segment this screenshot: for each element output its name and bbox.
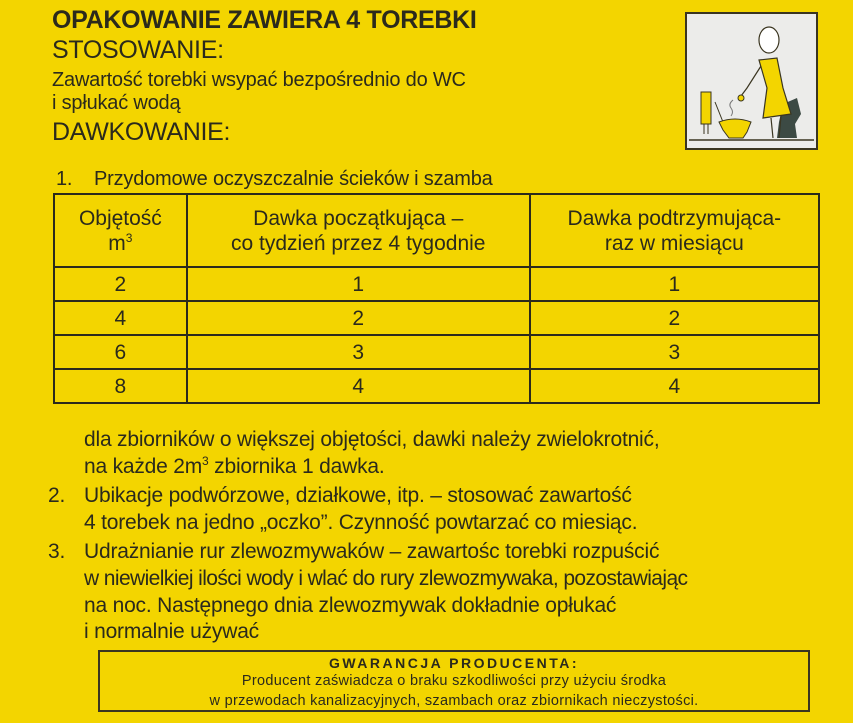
table-row (54, 301, 819, 335)
section-3-line-1: 3. Udrażnianie rur zlewozmywaków – zawartośc torebki rozpuścić (48, 540, 660, 563)
package-contents-title: OPAKOWANIE ZAWIERA 4 TOREBKI (52, 6, 477, 34)
maintenance-dose-cell: 2 (530, 301, 819, 335)
section-3-number: 3. (48, 540, 66, 563)
usage-line-2: i spłukać wodą (52, 92, 181, 114)
guarantee-line-2: w przewodach kanalizacyjnych, szambach oraz zbiornikach nieczystości. (209, 693, 699, 709)
manufacturer-guarantee-box (98, 650, 810, 712)
guarantee-heading: GWARANCJA PRODUCENTA: (328, 655, 580, 671)
dosage-heading: DAWKOWANIE: (52, 118, 231, 146)
volume-cell: 6 (54, 335, 187, 369)
volume-cell: 4 (54, 301, 187, 335)
section-1-number: 1. (56, 168, 73, 190)
section-1-heading (56, 168, 493, 191)
column-header-maintenance-dose: Dawka podtrzymująca- raz w miesiącu (530, 194, 819, 267)
volume-cell: 2 (54, 267, 187, 301)
initial-dose-cell: 3 (187, 335, 530, 369)
usage-heading: STOSOWANIE: (52, 36, 224, 64)
column-header-initial-dose: Dawka początkująca – co tydzień przez 4 tygodnie (187, 194, 530, 267)
section-2-line-2: 4 torebek na jedno „oczko”. Czynność powtarzać co miesiąc. (84, 511, 638, 534)
section-3-line-2: w niewielkiej ilości wody i wlać do rury zlewozmywaka, pozostawiając (84, 567, 688, 590)
after-table-line-1: dla zbiorników o większej objętości, dawki należy zwielokrotnić, (84, 428, 660, 451)
usage-line-1: Zawartość torebki wsypać bezpośrednio do WC (52, 69, 466, 91)
section-1-label: Przydomowe oczyszczalnie ścieków i szamba (94, 168, 493, 190)
table-row (54, 335, 819, 369)
initial-dose-cell: 4 (187, 369, 530, 403)
column-header-volume: Objętość $m^3$ (54, 194, 187, 267)
maintenance-dose-cell: 4 (530, 369, 819, 403)
woman-pouring-into-toilet-icon (685, 12, 818, 150)
section-2-number: 2. (48, 484, 66, 507)
table-row (54, 369, 819, 403)
dosage-table (53, 193, 820, 404)
maintenance-dose-cell: 1 (530, 267, 819, 301)
section-3-line-3: na noc. Następnego dnia zlewozmywak dokładnie opłukać (84, 594, 617, 617)
guarantee-line-1: Producent zaświadcza o braku szkodliwości przy użyciu środka (241, 673, 667, 689)
after-table-line-2: na każde $2m^3$ zbiornika 1 dawka. (84, 454, 385, 478)
initial-dose-cell: 2 (187, 301, 530, 335)
table-row (54, 267, 819, 301)
initial-dose-cell: 1 (187, 267, 530, 301)
section-3-line-4: i normalnie używać (84, 620, 259, 643)
table-header-row (54, 194, 819, 267)
maintenance-dose-cell: 3 (530, 335, 819, 369)
volume-cell: 8 (54, 369, 187, 403)
section-2-line-1: 2. Ubikacje podwórzowe, działkowe, itp. – stosować zawartość (48, 484, 632, 507)
